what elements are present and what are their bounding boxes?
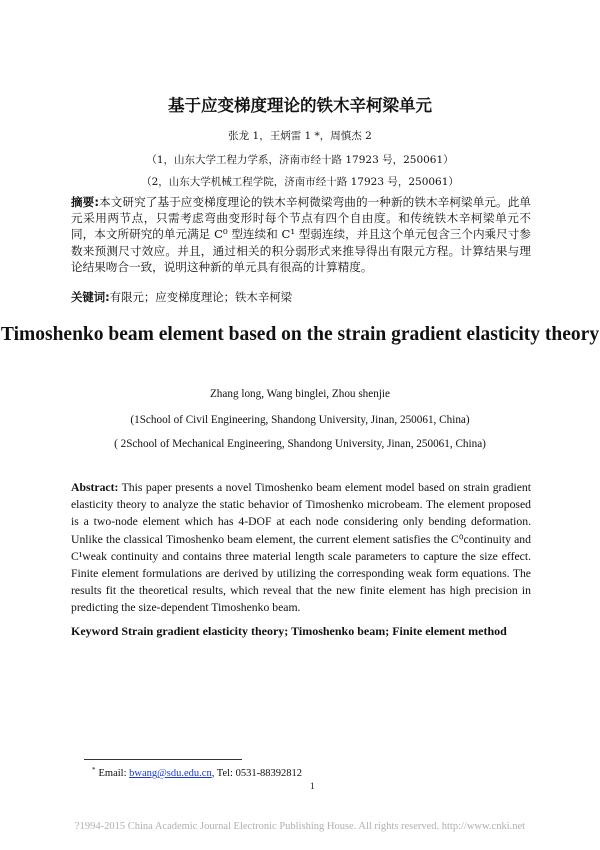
footnote-marker: * xyxy=(92,766,96,774)
chinese-title: 基于应变梯度理论的铁木辛柯梁单元 xyxy=(168,96,432,115)
footnote-email-link[interactable]: bwang@sdu.edu.cn xyxy=(129,768,212,779)
chinese-keywords xyxy=(71,289,531,305)
footnote-email-label: Email: xyxy=(98,768,127,779)
chinese-keywords-label: 关键词: xyxy=(71,290,110,304)
page-number: 1 xyxy=(310,781,315,791)
english-authors: Zhang long, Wang binglei, Zhou shenjie xyxy=(209,388,391,400)
footnote-divider xyxy=(84,759,242,760)
copyright-footer: ?1994-2015 China Academic Journal Electronic Publishing House. All rights reserved. http://www.cnki.net xyxy=(74,821,526,832)
chinese-affiliation-2: （2，山东大学机械工程学院，济南市经十路 17923 号，250061） xyxy=(141,176,459,188)
footnote xyxy=(92,766,302,779)
chinese-abstract-text: 本文研究了基于应变梯度理论的铁木辛柯微梁弯曲的一种新的铁木辛柯梁单元。此单元采用两节点，只需考虑弯曲变形时每个节点有四个自由度。和传统铁木辛柯梁单元不同，本文所研究的单元满足 C⁰ 型连续和 C¹ 型弱连续，并且这个单元包含三个内乘尺寸参数来预测尺寸效应。并且，通过相关的积分弱形式来推导得出有限元方程。计算结果与理论结果吻合一致，说明这种新的单元具有很高的计算精度。 xyxy=(71,195,531,274)
chinese-affiliation-1: （1，山东大学工程力学系，济南市经十路 17923 号，250061） xyxy=(146,154,454,166)
english-title: Timoshenko beam element based on the strain gradient elasticity theory xyxy=(0,324,600,345)
english-affiliation-2: ( 2School of Mechanical Engineering, Shandong University, Jinan, 250061, China) xyxy=(114,438,486,450)
english-abstract-text: This paper presents a novel Timoshenko beam element model based on strain gradient elasticity theory to analyze the static behavior of Timoshenko microbeam. The element proposed is a two-node element which has 4-DOF at each node considering only bending deformation. Unlike the classical Timoshenko beam element, the current element satisfies the C⁰continuity and C¹weak continuity and contains three material length scale parameters to capture the size effect. Finite element formulations are derived by utilizing the corresponding weak form equations. The results fit the theoretical results, which reveal that the new finite element has high precision in predicting the size-dependent Timoshenko beam. xyxy=(71,481,531,615)
chinese-keywords-text: 有限元；应变梯度理论；铁木辛柯梁 xyxy=(109,290,292,304)
english-abstract-label: Abstract: xyxy=(71,481,119,494)
english-abstract xyxy=(71,479,531,617)
chinese-abstract xyxy=(71,194,531,275)
chinese-abstract-label: 摘要: xyxy=(71,195,99,209)
english-keywords: Keyword Strain gradient elasticity theory; Timoshenko beam; Finite element method xyxy=(71,624,507,638)
chinese-authors: 张龙 1，王炳雷 1 *，周慎杰 2 xyxy=(228,130,372,142)
footnote-tel: , Tel: 0531-88392812 xyxy=(211,768,303,779)
english-affiliation-1: (1School of Civil Engineering, Shandong University, Jinan, 250061, China) xyxy=(130,414,470,426)
